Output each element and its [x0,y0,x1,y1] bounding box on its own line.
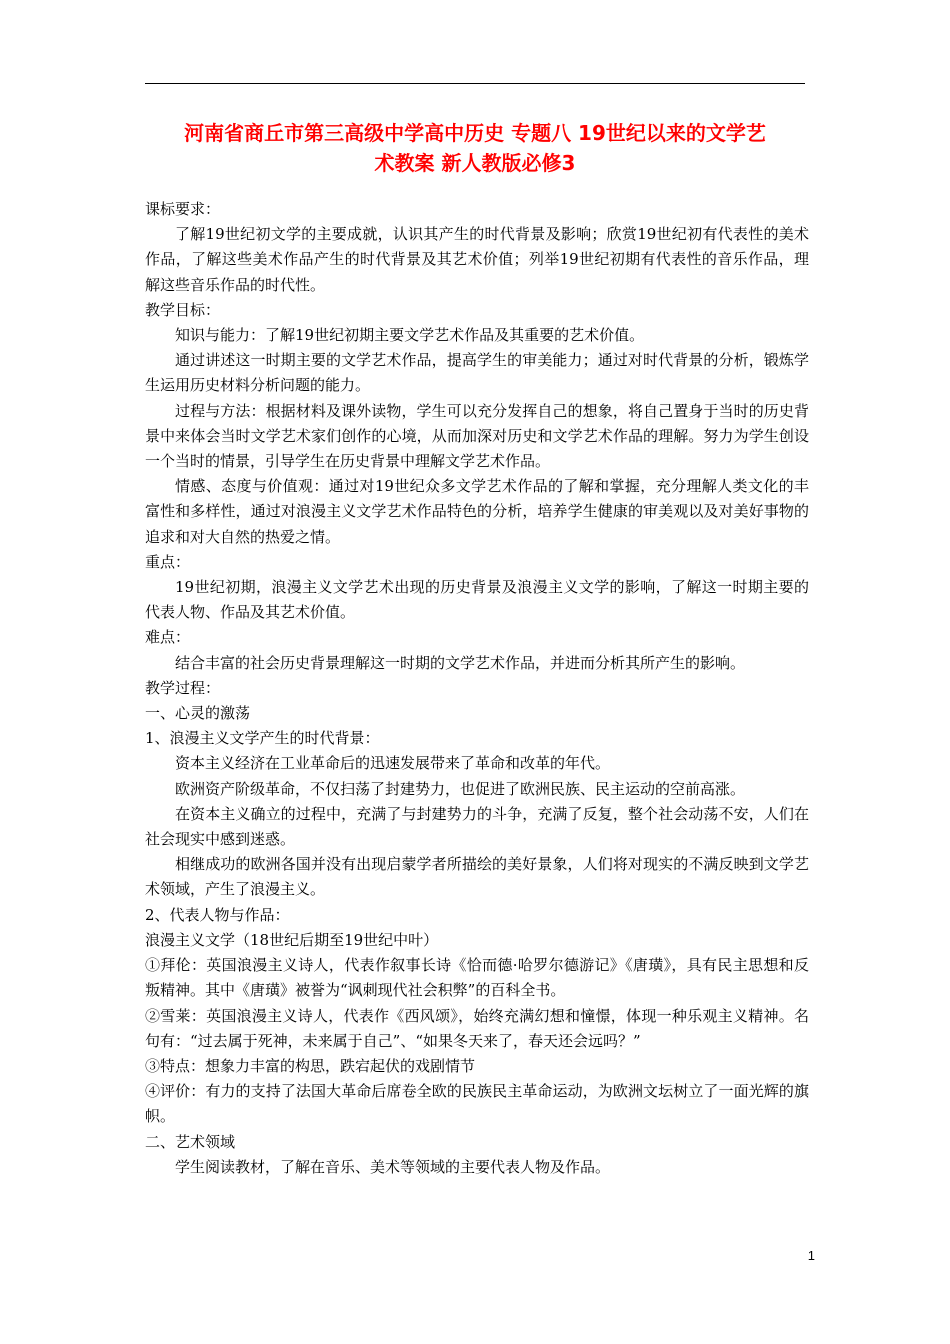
paragraph: 教学目标： [145,300,221,319]
header-rule [145,83,805,84]
paragraph: 浪漫主义文学（18世纪后期至19世纪中叶） [145,930,439,949]
paragraph: 1、浪漫主义文学产生的时代背景： [145,729,380,748]
document-title [120,118,830,178]
paragraph: 情感、态度与价值观：通过对19世纪众多文学艺术作品的了解和掌握，充分理解人类文化的丰富性和多样性，通过对浪漫主义文学艺术作品特色的分析，培养学生健康的审美观以及对美好事物的追求和对大自然的热爱之情。 [145,477,809,546]
document-title-line-2: 术教案 新人教版必修3 [374,151,576,175]
paragraph: ①拜伦：英国浪漫主义诗人，代表作叙事长诗《恰而德·哈罗尔德游记》《唐璜》，具有民主思想和反叛精神。其中《唐璜》被誉为“讽刺现代社会积弊”的百科全书。 [145,956,809,1000]
paragraph: 了解19世纪初文学的主要成就，认识其产生的时代背景及影响；欣赏19世纪初有代表性的美术作品，了解这些美术作品产生的时代背景及其艺术价值；列举19世纪初期有代表性的音乐作品，理解这些音乐作品的时代性。 [145,225,809,294]
paragraph: 资本主义经济在工业革命后的迅速发展带来了革命和改革的年代。 [175,754,611,773]
paragraph: 在资本主义确立的过程中，充满了与封建势力的斗争，充满了反复，整个社会动荡不安，人们在社会现实中感到迷惑。 [145,804,809,849]
paragraph: 2、代表人物与作品： [145,905,290,924]
paragraph: 19世纪初期，浪漫主义文学艺术出现的历史背景及浪漫主义文学的影响，了解这一时期主要的代表人物、作品及其艺术价值。 [145,578,809,622]
page-number: 1 [807,1248,815,1263]
paragraph: ④评价：有力的支持了法国大革命后席卷全欧的民族民主革命运动，为欧洲文坛树立了一面光辉的旗帜。 [145,1082,809,1126]
paragraph: 课标要求： [145,200,221,218]
paragraph: 重点： [145,552,191,571]
paragraph: 知识与能力：了解19世纪初期主要文学艺术作品及其重要的艺术价值。 [175,326,645,345]
paragraph: 一、心灵的激荡 [145,704,251,723]
paragraph: ③特点：想象力丰富的构思，跌宕起伏的戏剧情节 [145,1056,476,1075]
paragraph: 学生阅读教材，了解在音乐、美术等领域的主要代表人物及作品。 [175,1157,611,1176]
paragraph: 欧洲资产阶级革命，不仅扫荡了封建势力，也促进了欧洲民族、民主运动的空前高涨。 [175,779,746,798]
document-body [145,197,809,1180]
document-title-line-1: 河南省商丘市第三高级中学高中历史 专题八 19世纪以来的文学艺 [184,121,766,145]
paragraph: 过程与方法：根据材料及课外读物，学生可以充分发挥自己的想象，将自己置身于当时的历史背景中来体会当时文学艺术家们创作的心境，从而加深对历史和文学艺术作品的理解。努力为学生创设一个当时的情景，引导学生在历史背景中理解文学艺术作品。 [145,401,809,471]
paragraph: 难点： [145,628,191,647]
paragraph: 二、艺术领域 [145,1132,236,1151]
paragraph: 相继成功的欧洲各国并没有出现启蒙学者所描绘的美好景象，人们将对现实的不满反映到文学艺术领域，产生了浪漫主义。 [145,855,809,899]
paragraph: ②雪莱：英国浪漫主义诗人，代表作《西风颂》，始终充满幻想和憧憬，体现一种乐观主义精神。名句有：“过去属于死神，未来属于自己”、“如果冬天来了，春天还会远吗？” [145,1006,809,1050]
paragraph: 教学过程： [145,678,221,697]
paragraph: 通过讲述这一时期主要的文学艺术作品，提高学生的审美能力；通过对时代背景的分析，锻炼学生运用历史材料分析问题的能力。 [145,351,809,395]
paragraph: 结合丰富的社会历史背景理解这一时期的文学艺术作品，并进而分析其所产生的影响。 [175,653,746,672]
